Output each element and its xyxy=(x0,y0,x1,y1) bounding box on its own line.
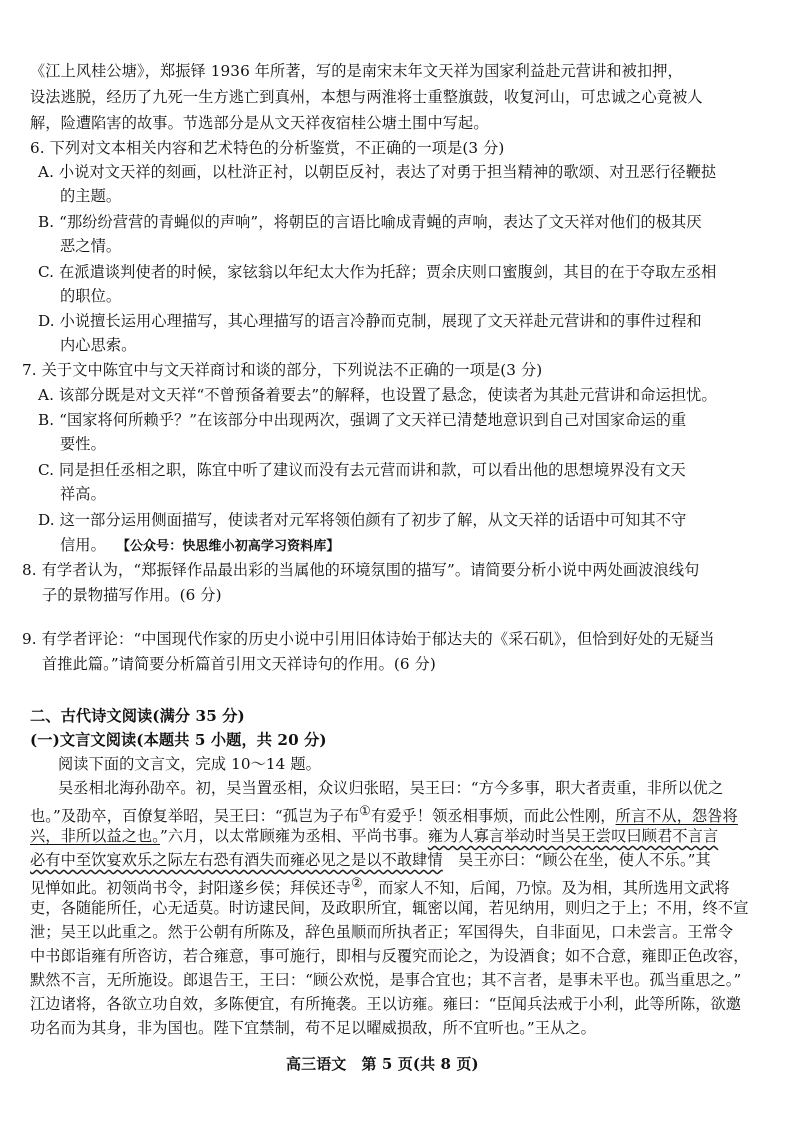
q6-option-c: C. 在派遣谈判使者的时候，家铉翁以年纪太大作为托辞；贾余庆则口蜜腹剑，其目的在于夺取左丞相 xyxy=(38,263,717,281)
wavy-underlined-passage: 雍为人寡言举动时当吴王尝叹曰顾君不言言 xyxy=(427,827,719,845)
classical-text-line-6: 吏，各随能所任，心无适莫。时访逮民间，及政职所宜，辄密以闻，若见纳用，则归之于上；不用，终不宣 xyxy=(30,899,749,917)
question-6-stem: 6. 下列对文本相关内容和艺术特色的分析鉴赏，不正确的一项是(3 分) xyxy=(30,139,505,157)
text-segment: ”六月，以太常顾雍为丞相、平尚书事。 xyxy=(160,827,428,845)
q7-option-d: D. 这一部分运用侧面描写，使读者对元军将领伯颜有了初步了解，从文天祥的话语中可知其不守 xyxy=(38,511,687,529)
footnote-marker: ② xyxy=(351,876,363,891)
classical-text-line-2 xyxy=(30,802,738,826)
page-footer: 高三语文 第 5 页(共 8 页) xyxy=(286,1055,479,1073)
reading-instruction: 阅读下面的文言文，完成 10～14 题。 xyxy=(58,755,321,773)
question-8-cont: 子的景物描写作用。(6 分) xyxy=(42,586,222,604)
classical-text-line-1: 吴丞相北海孙劭卒。初，吴当置丞相，众议归张昭，吴王曰：“方今多事，职大者责重，非所以优之 xyxy=(58,779,724,797)
question-9: 9. 有学者评论：“中国现代作家的历史小说中引用旧体诗始于郁达夫的《采石矶》，但恰到好处的无疑当 xyxy=(22,630,715,648)
q6-option-b-cont: 恶之情。 xyxy=(60,237,122,255)
text-segment: 也。”及劭卒，百僚复举昭，吴王曰：“孤岂为子布 xyxy=(30,807,360,826)
classical-text-line-7: 泄；吴王以此重之。然于公朝有所陈及，辞色虽顺而所执者正；军国得失，自非面见，口未尝言。王常令 xyxy=(30,923,734,941)
text-segment: 有爱乎！领丞相事烦，而此公性刚， xyxy=(370,807,616,826)
classical-text-line-8: 中书郎诣雍有所咨访，若合雍意，事可施行，即相与反覆究而论之，为设酒食；如不合意，雍即正色改容， xyxy=(30,947,749,965)
q6-option-d: D. 小说擅长运用心理描写，其心理描写的语言冷静而克制，展现了文天祥赴元营讲和的事件过程和 xyxy=(38,312,702,330)
ad-banner: 【公众号：快思维小初高学习资料库】 xyxy=(116,539,340,554)
q6-option-d-cont: 内心思索。 xyxy=(60,336,137,354)
q7-option-d-end: 信用。 xyxy=(60,536,106,554)
question-8: 8. 有学者认为，“郑振铎作品最出彩的当属他的环境氛围的描写”。请简要分析小说中两处画波浪线句 xyxy=(22,561,700,579)
section-2-title: 二、古代诗文阅读(满分 35 分) xyxy=(30,707,245,725)
text-segment: 见惮如此。初领尚书令，封阳遂乡侯；拜侯还寺 xyxy=(30,879,352,898)
classical-text-line-10: 江边诸将，各欲立功自效，多陈便宜，有所掩袭。王以访雍。雍曰：“臣闻兵法戒于小利，此等所陈，欲邀 xyxy=(30,995,742,1013)
q6-option-c-cont: 的职位。 xyxy=(60,287,122,305)
intro-line-2: 设法逃脱，经历了九死一生方逃亡到真州，本想与两淮将士重整旗鼓，收复河山，可忠诚之心竟被人 xyxy=(30,88,703,106)
question-7-stem: 7. 关于文中陈宜中与文天祥商讨和谈的部分，下列说法不正确的一项是(3 分) xyxy=(22,361,543,379)
q7-option-b-cont: 要性。 xyxy=(60,435,106,453)
classical-text-line-4 xyxy=(30,850,711,870)
q7-option-c-cont: 祥高。 xyxy=(60,485,106,503)
q6-option-a-cont: 的主题。 xyxy=(60,187,122,205)
text-segment: ，而家人不知，后闻，乃惊。及为相，其所选用文武将 xyxy=(362,879,730,898)
section-2-subtitle: (一)文言文阅读(本题共 5 小题，共 20 分) xyxy=(30,731,327,749)
q7-option-d-cont xyxy=(60,535,340,557)
underlined-sentence: 所言不从，怨咎将 xyxy=(615,807,738,826)
classical-text-line-5 xyxy=(30,874,730,898)
q7-option-c: C. 同是担任丞相之职，陈宜中听了建议而没有去元营而讲和款，可以看出他的思想境界没有文天 xyxy=(38,461,686,479)
q7-option-b: B. “国家将何所赖乎？”在该部分中出现两次，强调了文天祥已清楚地意识到自己对国家命运的重 xyxy=(38,411,687,429)
footnote-marker: ① xyxy=(359,804,371,819)
classical-text-line-9: 默然不言，无所施设。郎退告王，王曰：“顾公欢悦，是事合宜也；其不言者，是事未平也。孤当重思之。” xyxy=(30,971,742,989)
intro-line-3: 解，险遭陷害的故事。节选部分是从文天祥夜宿桂公塘土围中写起。 xyxy=(30,114,489,132)
wavy-underlined-passage-end: 必有中至饮宴欢乐之际左右恐有酒失而雍必见之是以不敢肆情 xyxy=(30,851,443,869)
text-segment: 吴王亦曰：“顾公在坐，使人不乐。”其 xyxy=(442,851,711,869)
q6-option-a: A. 小说对文天祥的刻画，以杜浒正衬，以朝臣反衬，表达了对勇于担当精神的歌颂、对丑恶行径鞭挞 xyxy=(38,163,717,181)
underlined-sentence-end: 兴，非所以益之也。 xyxy=(30,827,160,845)
q6-option-b: B. “那纷纷营营的青蝇似的声响”，将朝臣的言语比喻成青蝇的声响，表达了文天祥对他们的极其厌 xyxy=(38,213,702,231)
classical-text-line-11: 功名而为其身，非为国也。陛下宜禁制，苟不足以曜威损敌，所不宜听也。”王从之。 xyxy=(30,1019,596,1037)
question-9-cont: 首推此篇。”请简要分析篇首引用文天祥诗句的作用。(6 分) xyxy=(42,655,436,673)
q7-option-a: A. 该部分既是对文天祥“不曾预备着要去”的解释，也设置了悬念，使读者为其赴元营讲和命运担忧。 xyxy=(38,386,717,404)
classical-text-line-3 xyxy=(30,826,718,846)
intro-line-1: 《江上风桂公塘》，郑振铎 1936 年所著，写的是南宋末年文天祥为国家利益赴元营讲和被扣押， xyxy=(30,62,683,80)
